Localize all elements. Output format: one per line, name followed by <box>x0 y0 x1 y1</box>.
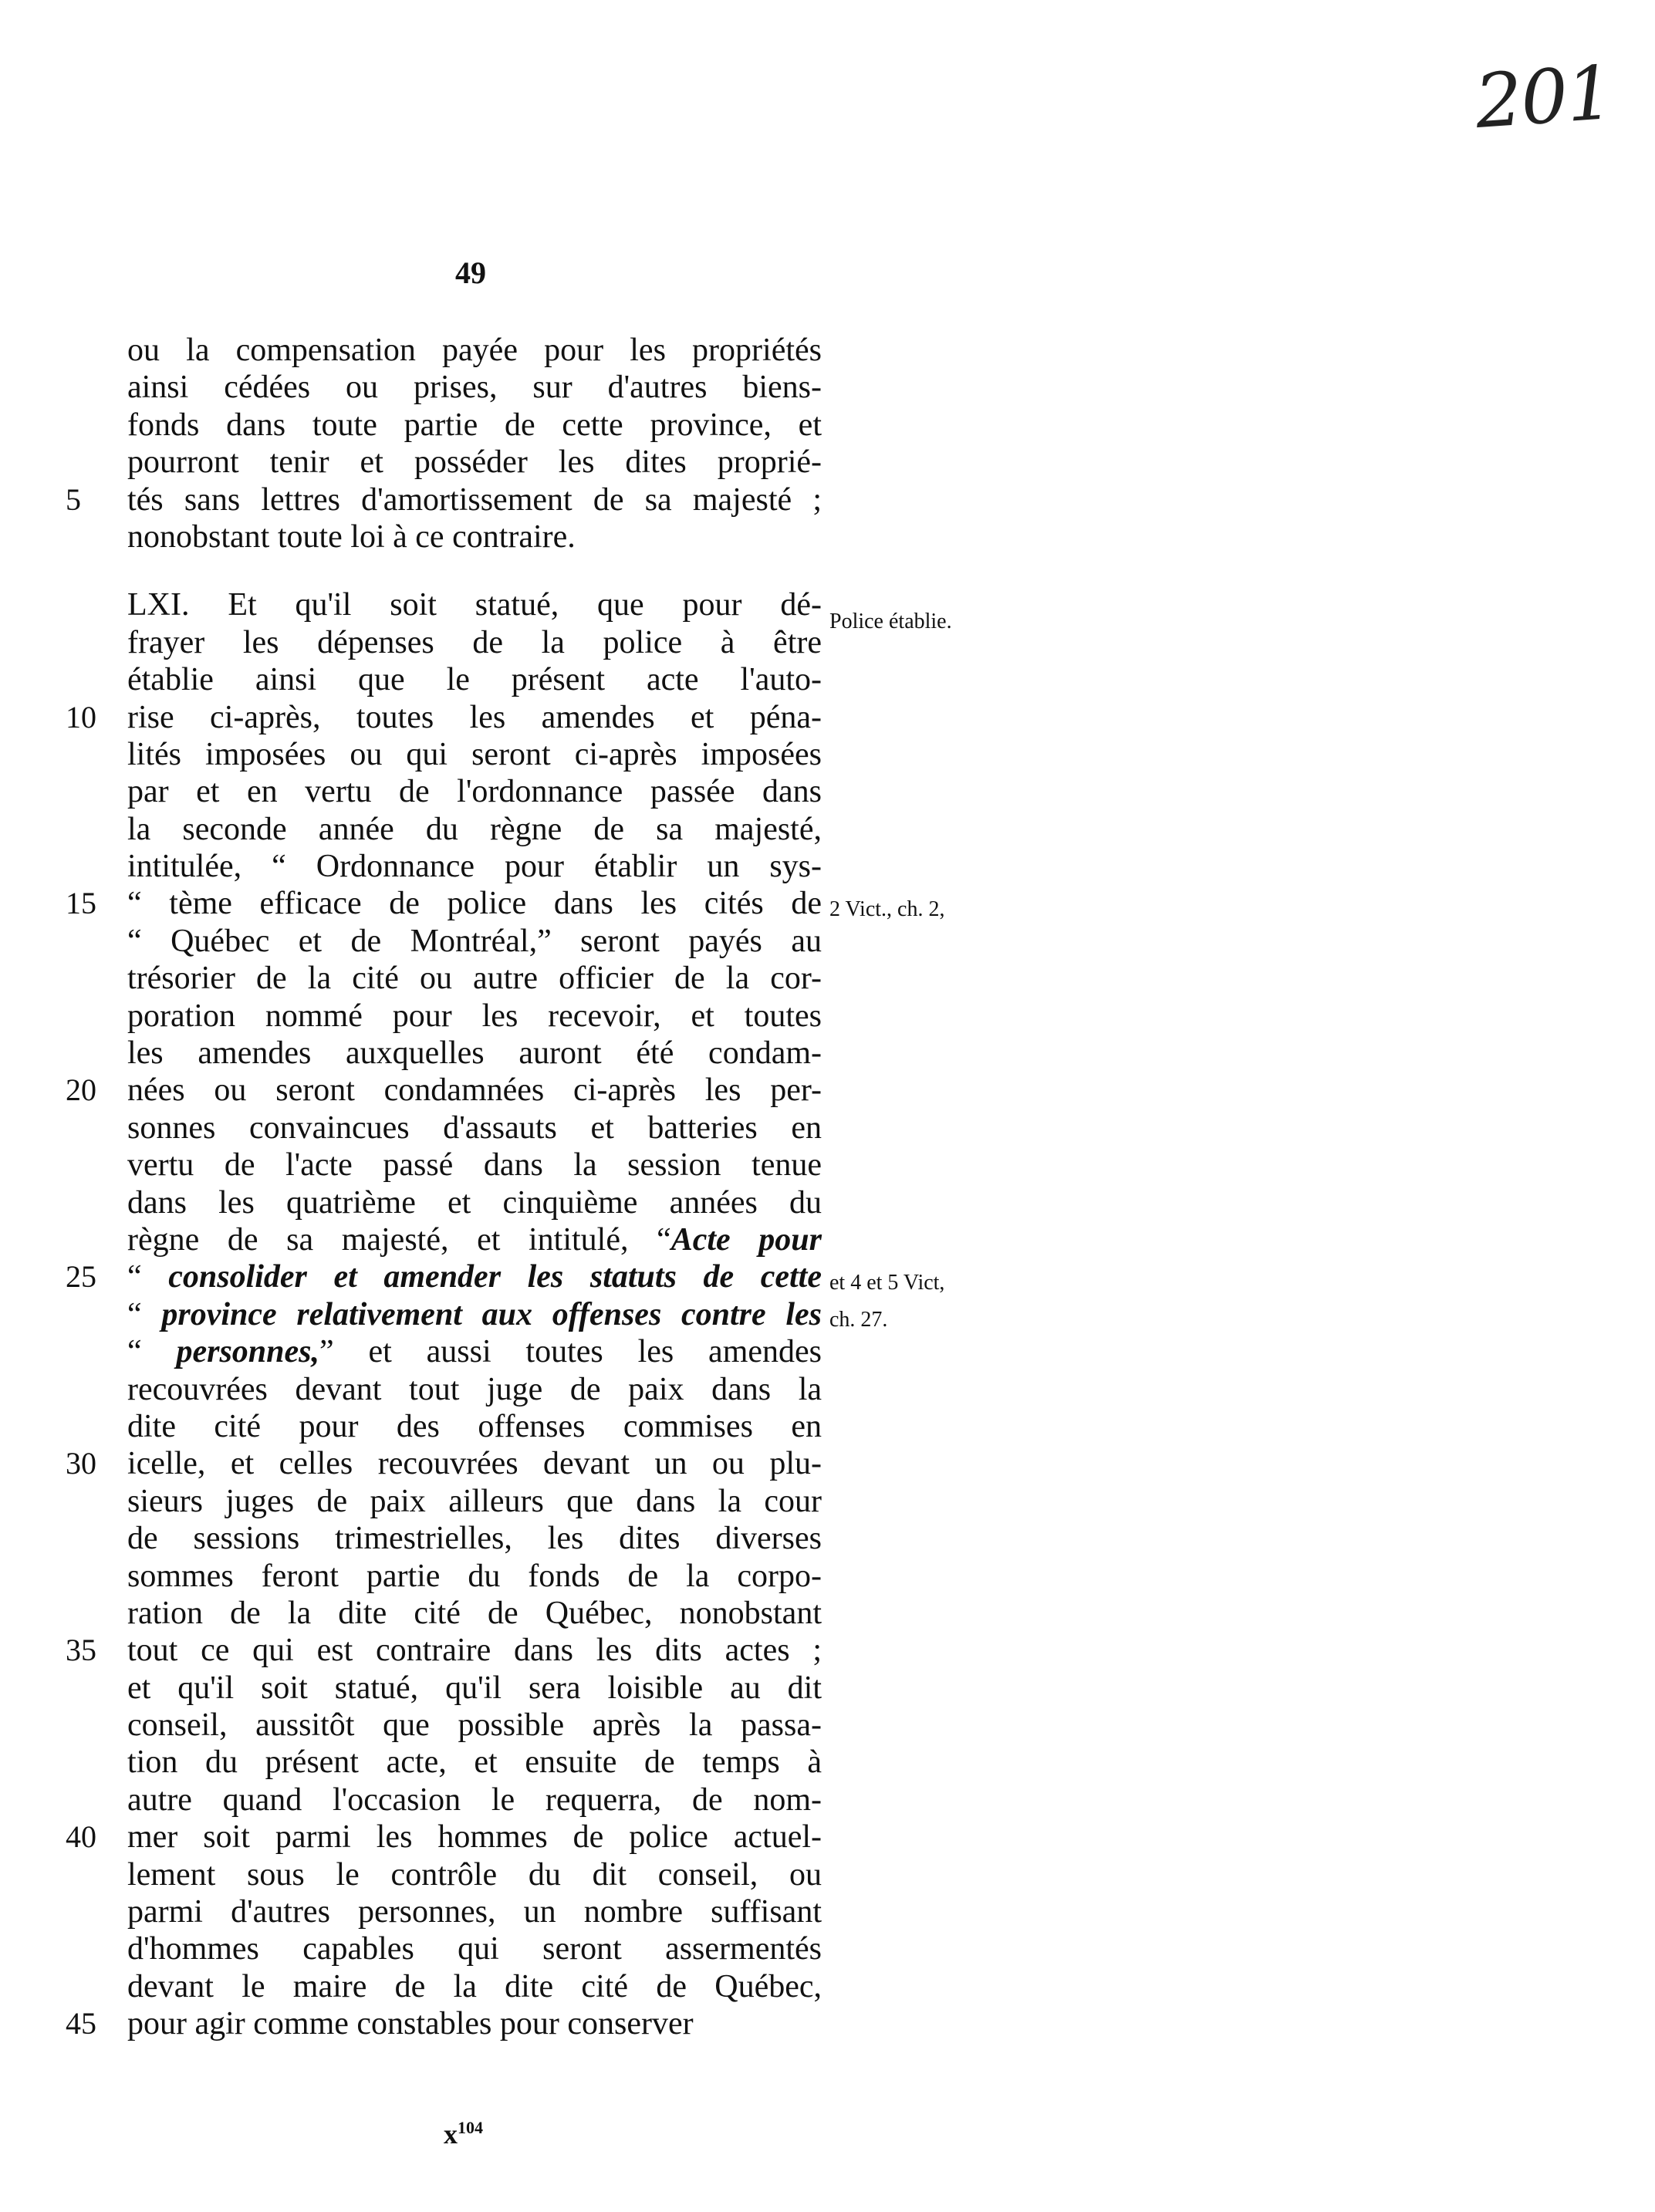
line-text <box>127 1035 822 1072</box>
printer-signature-mark <box>444 2118 483 2150</box>
text-line <box>66 2005 822 2042</box>
margin-note-vict-4-5: et 4 et 5 Vict, <box>829 1271 945 1295</box>
line-text <box>127 1184 822 1221</box>
line-text-roman: devant le maire de la dite cité de Québec, <box>127 1968 822 2004</box>
line-text-italic: personnes, <box>176 1334 320 1370</box>
line-text-roman: lement sous le contrôle du dit conseil, ou <box>127 1856 822 1893</box>
line-text-roman: dans les quatrième et cinquième années du <box>127 1184 822 1221</box>
line-text <box>127 1632 822 1669</box>
line-text <box>127 1893 822 1930</box>
line-text-roman: tout ce qui est contraire dans les dits actes ; <box>127 1633 822 1669</box>
line-text <box>127 1819 822 1856</box>
line-text-roman: les amendes auxquelles auront été condam- <box>127 1035 822 1072</box>
line-text <box>127 998 822 1035</box>
line-text <box>127 1408 822 1445</box>
line-text-roman: sonnes convaincues d'assauts et batteries en <box>127 1109 822 1146</box>
line-text-roman: rise ci-après, toutes les amendes et péna- <box>127 699 822 735</box>
margin-note-police: Police établie. <box>829 610 952 633</box>
line-text <box>127 444 822 481</box>
text-line <box>127 1221 822 1258</box>
line-text <box>127 885 822 922</box>
line-text-roman: sieurs juges de paix ailleurs que dans la cour <box>127 1483 822 1519</box>
line-number: 20 <box>66 1072 96 1108</box>
text-line <box>127 1744 822 1781</box>
line-text-roman: par et en vertu de l'ordonnance passée dans <box>127 774 822 810</box>
line-number: 15 <box>66 886 96 921</box>
text-line <box>127 407 822 444</box>
text-line <box>127 811 822 848</box>
text-line <box>66 699 822 736</box>
line-text <box>127 1072 822 1109</box>
line-text-roman: d'hommes capables qui seront assermentés <box>127 1931 822 1967</box>
line-text-roman: tion du présent acte, et ensuite de temps à <box>127 1744 822 1781</box>
line-number: 30 <box>66 1446 96 1481</box>
line-text <box>127 481 822 518</box>
margin-note-ch-27: ch. 27. <box>829 1308 888 1332</box>
line-text <box>127 923 822 960</box>
line-text-roman: “ <box>127 1296 162 1332</box>
text-line <box>127 1707 822 1744</box>
line-text-roman: dite cité pour des offenses commises en <box>127 1408 822 1444</box>
line-text-roman: ration de la dite cité de Québec, nonobstant <box>127 1595 822 1631</box>
text-line <box>66 1819 822 1856</box>
text-line <box>127 369 822 406</box>
line-text <box>127 1258 822 1295</box>
line-text-roman: la seconde année du règne de sa majesté, <box>127 811 822 847</box>
line-text-roman: vertu de l'acte passé dans la session tenue <box>127 1147 822 1184</box>
text-line <box>127 1558 822 1595</box>
line-text <box>127 1371 822 1408</box>
signature-number: 104 <box>458 2118 483 2137</box>
text-line <box>127 1109 822 1147</box>
line-text-roman: pour agir comme constables pour conserver <box>127 2006 694 2042</box>
line-text <box>127 1109 822 1147</box>
line-text-italic: consolider et amender les statuts de cette <box>168 1259 822 1295</box>
line-text-roman: frayer les dépenses de la police à être <box>127 624 822 660</box>
line-text-roman: de sessions trimestrielles, les dites diverses <box>127 1521 822 1557</box>
text-line <box>127 1147 822 1184</box>
line-text <box>127 518 822 556</box>
line-text-roman: intitulée, “ Ordonnance pour établir un sys- <box>127 849 822 885</box>
text-line <box>127 518 822 556</box>
text-line <box>66 481 822 518</box>
line-text <box>127 1558 822 1595</box>
line-text <box>127 586 822 623</box>
text-line <box>127 1781 822 1819</box>
line-text <box>127 1333 822 1370</box>
text-line <box>66 1445 822 1482</box>
line-text <box>127 1744 822 1781</box>
line-text-roman: nonobstant toute loi à ce contraire. <box>127 518 576 555</box>
text-line <box>66 1632 822 1669</box>
signature-mark: x <box>444 2119 458 2150</box>
line-number: 25 <box>66 1259 96 1295</box>
line-text-roman: règne de sa majesté, et intitulé, “ <box>127 1221 671 1258</box>
line-text-roman: “ Québec et de Montréal,” seront payés au <box>127 923 822 959</box>
line-text <box>127 773 822 810</box>
line-text-roman: nées ou seront condamnées ci-après les per- <box>127 1072 822 1109</box>
line-text <box>127 1781 822 1819</box>
text-line <box>127 1371 822 1408</box>
line-text-roman: pourront tenir et posséder les dites proprié- <box>127 444 822 481</box>
text-line <box>127 1333 822 1370</box>
line-text-italic: Acte pour <box>670 1221 822 1258</box>
line-text-roman: LXI. Et qu'il soit statué, que pour dé- <box>127 587 822 623</box>
line-text <box>127 699 822 736</box>
text-line <box>127 1968 822 2005</box>
line-text <box>127 1147 822 1184</box>
text-line <box>66 1072 822 1109</box>
line-text-roman: conseil, aussitôt que possible après la passa- <box>127 1707 822 1744</box>
line-text <box>127 1221 822 1258</box>
text-line <box>127 1856 822 1893</box>
line-text-roman: parmi d'autres personnes, un nombre suffisant <box>127 1894 822 1930</box>
line-text <box>127 2005 822 2042</box>
text-line <box>127 1893 822 1930</box>
text-line <box>127 1035 822 1072</box>
text-line <box>127 848 822 885</box>
text-line <box>127 1930 822 1967</box>
line-text-roman: trésorier de la cité ou autre officier de la cor- <box>127 961 822 997</box>
line-text-roman: icelle, et celles recouvrées devant un ou plu- <box>127 1446 822 1482</box>
line-text <box>127 661 822 698</box>
line-text <box>127 369 822 406</box>
line-text <box>127 624 822 661</box>
line-text <box>127 332 822 369</box>
line-text <box>127 1296 822 1333</box>
text-line <box>127 586 822 623</box>
text-line <box>127 773 822 810</box>
line-text-roman: ainsi cédées ou prises, sur d'autres biens- <box>127 370 822 406</box>
line-text-roman: ou la compensation payée pour les propriétés <box>127 333 822 368</box>
line-text-roman: fonds dans toute partie de cette province, et <box>127 407 822 443</box>
text-line <box>127 1184 822 1221</box>
text-line <box>127 1483 822 1520</box>
line-text-roman: “ <box>127 1259 169 1295</box>
line-text-roman: recouvrées devant tout juge de paix dans la <box>127 1371 822 1407</box>
text-line <box>127 923 822 960</box>
line-text-roman: établie ainsi que le présent acte l'auto- <box>127 662 822 698</box>
line-text-italic: province relativement aux offenses contre les <box>161 1296 822 1332</box>
line-number: 35 <box>66 1633 96 1668</box>
line-number: 45 <box>66 2006 96 2041</box>
line-text-roman: tés sans lettres d'amortissement de sa majesté ; <box>127 481 822 518</box>
margin-note-vict-2: 2 Vict., ch. 2, <box>829 897 945 921</box>
text-line <box>127 736 822 773</box>
line-text-roman: sommes feront partie du fonds de la corpo- <box>127 1558 822 1594</box>
line-text <box>127 1856 822 1893</box>
line-text <box>127 811 822 848</box>
line-text-roman: autre quand l'occasion le requerra, de nom- <box>127 1781 822 1818</box>
text-line <box>127 1595 822 1632</box>
line-number: 5 <box>66 481 81 517</box>
line-text <box>127 960 822 997</box>
line-text-roman-tail: ” et aussi toutes les amendes <box>319 1334 822 1370</box>
text-line <box>127 1520 822 1557</box>
line-text <box>127 736 822 773</box>
text-line <box>66 1258 822 1295</box>
line-text-roman: poration nommé pour les recevoir, et toutes <box>127 998 822 1034</box>
line-number: 10 <box>66 699 96 735</box>
line-text <box>127 1968 822 2005</box>
line-text <box>127 1445 822 1482</box>
text-line <box>127 332 822 369</box>
line-text <box>127 1483 822 1520</box>
line-text <box>127 1595 822 1632</box>
line-text <box>127 1707 822 1744</box>
line-text-roman: “ tème efficace de police dans les cités de <box>127 886 822 922</box>
text-line <box>127 998 822 1035</box>
text-line <box>127 444 822 481</box>
line-text-roman: mer soit parmi les hommes de police actuel- <box>127 1819 822 1856</box>
text-line <box>127 1408 822 1445</box>
text-line <box>127 960 822 997</box>
text-line <box>127 1296 822 1333</box>
line-number: 40 <box>66 1819 96 1855</box>
line-text-roman: lités imposées ou qui seront ci-après imposées <box>127 736 822 772</box>
line-text-roman: et qu'il soit statué, qu'il sera loisible au dit <box>127 1670 822 1706</box>
text-line <box>127 661 822 698</box>
page-number: 49 <box>455 255 486 290</box>
handwritten-folio-number: 201 <box>1472 49 1615 146</box>
text-line <box>127 624 822 661</box>
text-line <box>66 885 822 922</box>
line-text <box>127 407 822 444</box>
line-text <box>127 1670 822 1707</box>
line-text-roman: “ <box>127 1334 177 1370</box>
document-body <box>66 332 822 2043</box>
line-text <box>127 848 822 885</box>
text-line <box>127 1670 822 1707</box>
line-text <box>127 1930 822 1967</box>
line-text <box>127 1520 822 1557</box>
